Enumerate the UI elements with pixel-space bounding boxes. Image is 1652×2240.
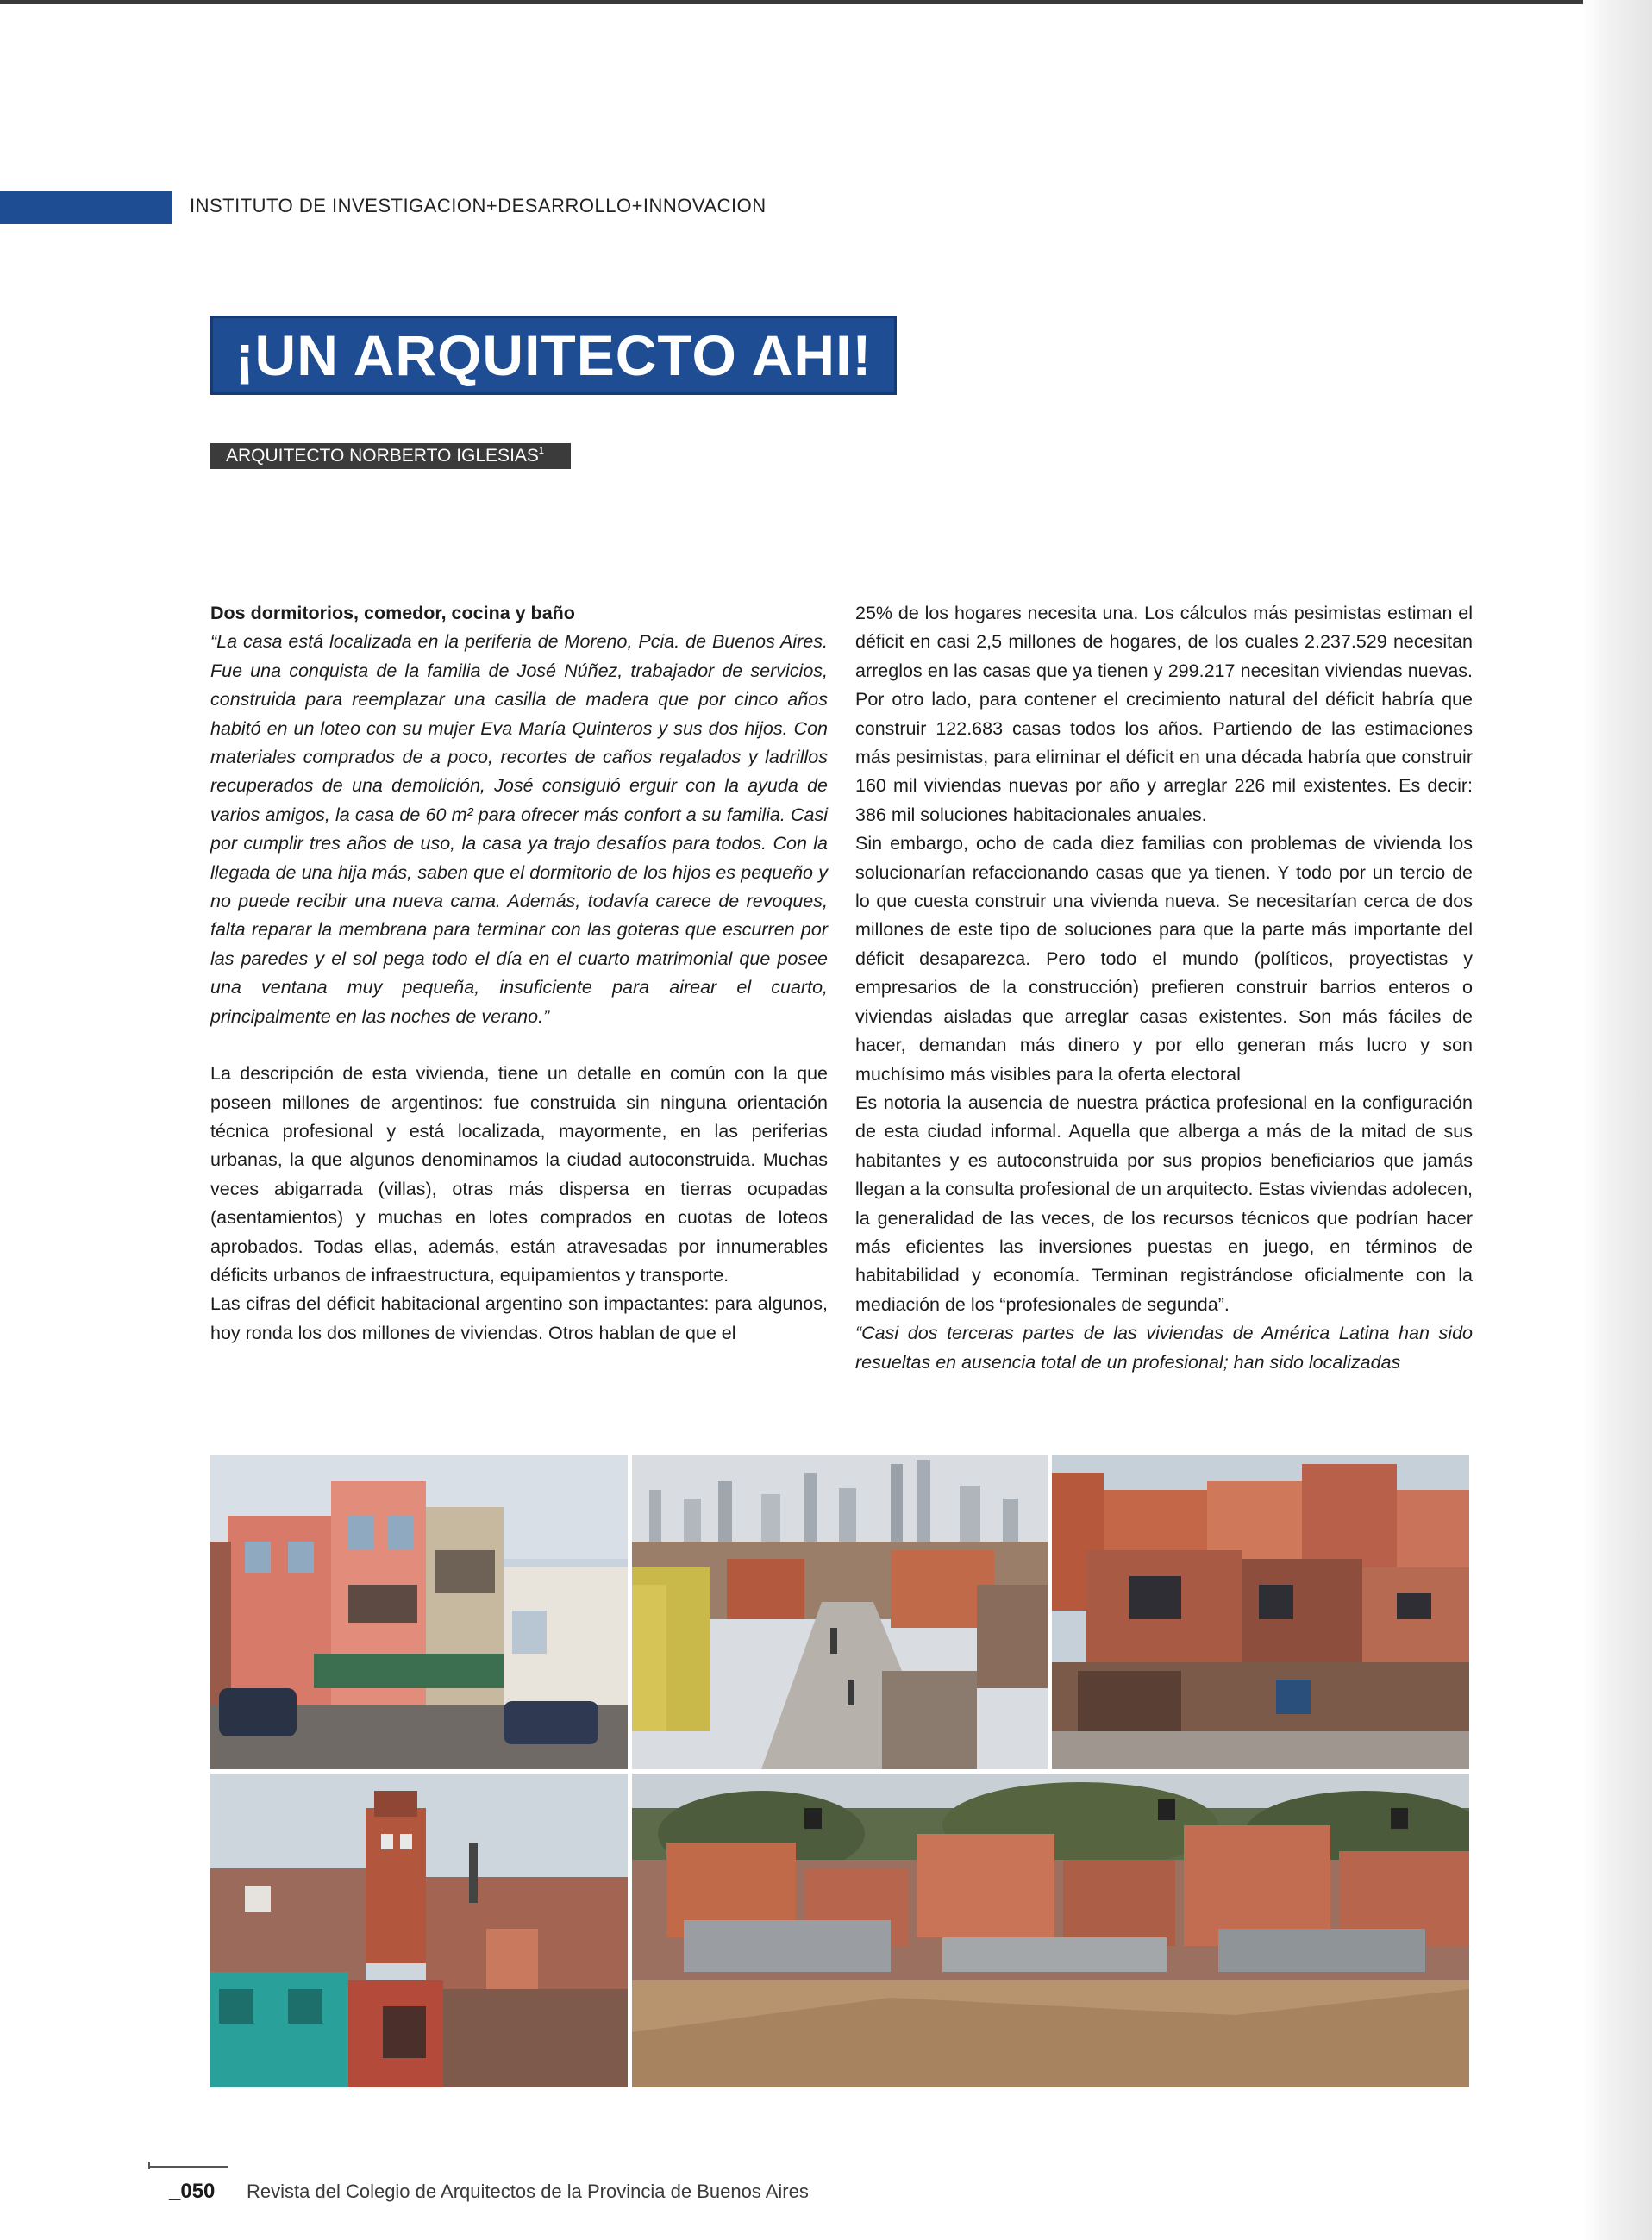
- body-paragraph: Sin embargo, ocho de cada diez familias con problemas de vivienda los solucionarían refaccionando casas que ya tienen. Y todo por un tercio de lo que cuesta construir una vivienda nueva. Se necesitarían cerca de dos millones de este tipo de soluciones para que la parte más importante del déficit desaparezca. Pero todo el mundo (políticos, proyectistas y empresarios de la construcción) prefieren construir barrios enteros o viviendas aisladas que arreglar casas existentes. Son más fáciles de hacer, demandan más dinero y por ello generan más lucro y son muchísimo más visibles para la oferta electoral: [855, 833, 1473, 1085]
- column-subheading: Dos dormitorios, comedor, cocina y baño: [210, 603, 575, 623]
- text-column-left: [210, 599, 828, 1348]
- footer-rule-tick: [148, 2162, 150, 2169]
- article-author: [210, 443, 571, 469]
- photo-informal-houses-street: [210, 1455, 628, 1769]
- article-title: ¡UN ARQUITECTO AHI!: [210, 316, 897, 395]
- page-number: _050: [169, 2180, 216, 2203]
- photo-settlement-city-skyline: [632, 1455, 1048, 1769]
- author-name: ARQUITECTO NORBERTO IGLESIAS: [226, 446, 539, 466]
- photo-brick-multistorey-housing: [1052, 1455, 1469, 1769]
- page-gutter-shadow: [1583, 0, 1652, 2240]
- opening-quote: “La casa está localizada en la periferia de Moreno, Pcia. de Buenos Aires. Fue una conquista de la familia de José Núñez, trabajador de servicios, construida para reemplazar una casilla de madera que por cinco años habitó en un loteo con su mujer Eva María Quinteros y sus dos hijos. Con materiales comprados de a poco, recortes de caños regalados y ladrillos recuperados de una demolición, José consiguió erguir con la ayuda de varios amigos, la casa de 60 m² para ofrecer más confort a su familia. Casi por cumplir tres años de uso, la casa ya trajo desafíos para todos. Con la llegada de una hija más, saben que el dormitorio de los hijos es pequeño y no puede recibir una nueva cama. Además, todavía carece de revoques, falta reparar la membrana para terminar con las goteras que escurren por las paredes y el sol pega todo el día en el cuarto matrimonial que posee una ventana muy pequeña, insuficiente para airear el cuarto, principalmente en las noches de verano.”: [210, 631, 828, 1027]
- section-color-bar: [0, 191, 172, 224]
- body-paragraph: La descripción de esta vivienda, tiene un detalle en común con la que poseen millones de argentinos: fue construida sin ninguna orientación técnica profesional y está localizada, mayormente, en las periferias urbanas, la que algunos denominamos la ciudad autoconstruida. Muchas veces abigarrada (villas), otras más dispersa en tierras ocupadas (asentamientos) y muchas en lotes comprados en cuotas de loteos aprobados. Todas ellas, además, están atravesadas por innumerables déficits urbanos de infraestructura, equipamientos y transporte.: [210, 1063, 828, 1286]
- institute-header: INSTITUTO DE INVESTIGACION+DESARROLLO+INNOVACION: [190, 195, 767, 216]
- footer-rule: [148, 2166, 228, 2168]
- closing-quote: “Casi dos terceras partes de las viviendas de América Latina han sido resueltas en ausencia total de un profesional; han sido localizadas: [855, 1323, 1473, 1373]
- body-paragraph: Las cifras del déficit habitacional argentino son impactantes: para algunos, hoy ronda los dos millones de viviendas. Otros hablan de que el: [210, 1293, 828, 1343]
- body-paragraph: 25% de los hogares necesita una. Los cálculos más pesimistas estiman el déficit en casi 2,5 millones de hogares, de los cuales 2.237.529 necesitan arreglos en las casas que ya tienen y 299.217 necesitan viviendas nuevas. Por otro lado, para contener el crecimiento natural del déficit habría que construir 122.683 casas todos los años. Partiendo de las estimaciones más pesimistas, para eliminar el déficit en una década habría que construir 160 mil viviendas nuevas por año y arreglar 226 mil existentes. Es decir: 386 mil soluciones habitacionales anuales.: [855, 603, 1473, 825]
- body-paragraph: Es notoria la ausencia de nuestra práctica profesional en la configuración de esta ciudad informal. Aquella que alberga a más de la mitad de sus habitantes y es autoconstruida por sus propios beneficiarios que jamás llegan a la consulta profesional de un arquitecto. Estas viviendas adolecen, la generalidad de las veces, de los recursos técnicos que podrían hacer más eficientes las inversiones puestas en juego, en términos de habitabilidad y economía. Terminan registrándose oficialmente con la mediación de los “profesionales de segunda”.: [855, 1092, 1473, 1315]
- publication-name: Revista del Colegio de Arquitectos de la Provincia de Buenos Aires: [247, 2181, 809, 2202]
- photo-wide-settlement-corrugated-roofs: [632, 1774, 1469, 2087]
- photo-brick-tower-turquoise-house: [210, 1774, 628, 2087]
- text-column-right: [855, 599, 1473, 1377]
- author-footnote-marker: 1: [538, 446, 545, 456]
- top-edge-line: [0, 0, 1652, 4]
